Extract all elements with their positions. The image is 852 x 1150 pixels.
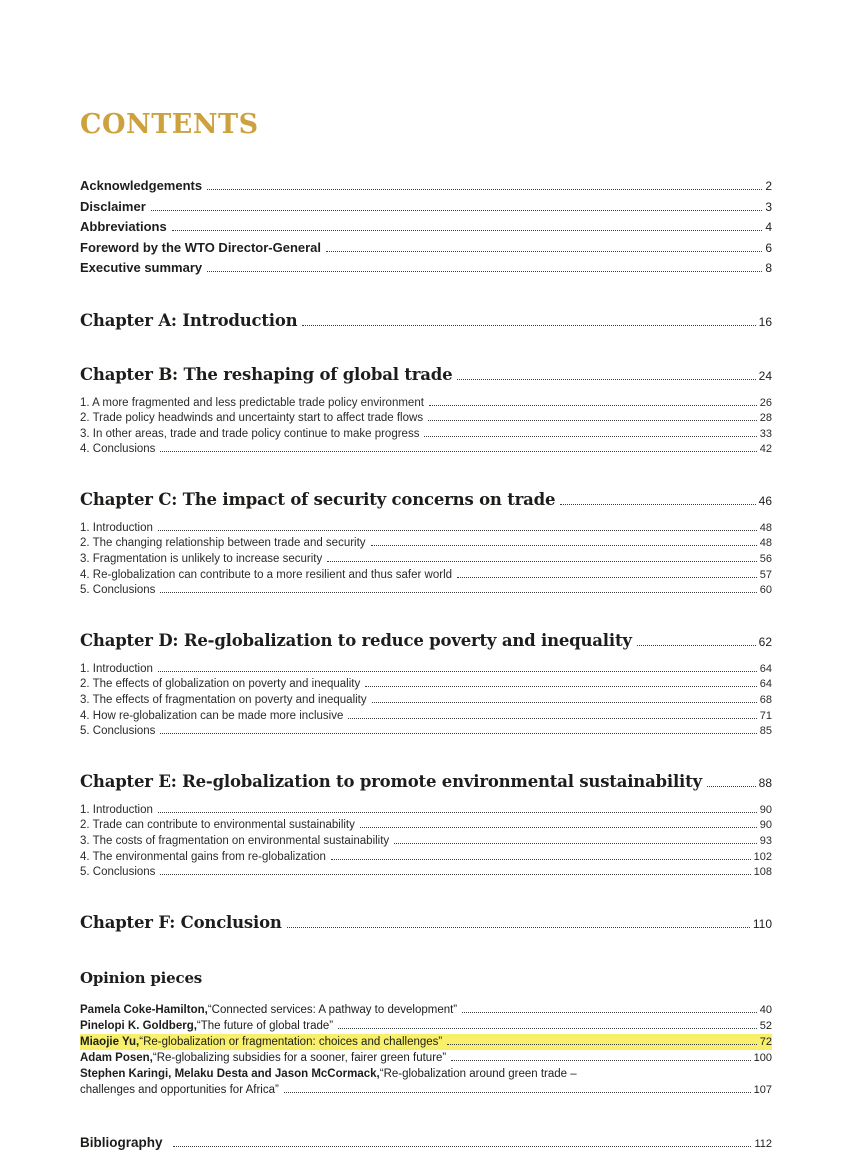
toc-label: Foreword by the WTO Director-General: [80, 239, 322, 255]
toc-label: Bibliography: [80, 1134, 163, 1150]
chapter-title: Chapter C: The impact of security concerns on trade: [80, 489, 556, 509]
leader-dots: [151, 210, 763, 211]
subsection-list: [80, 662, 772, 740]
chapter-block: [80, 771, 772, 881]
toc-label: 5. Conclusions: [80, 725, 156, 738]
chapter-block: [80, 364, 772, 458]
opinion-title: “Re-globalization around green trade –: [379, 1067, 577, 1080]
toc-entry-subsection[interactable]: [80, 724, 772, 740]
opinion-author: Miaojie Yu,: [80, 1035, 140, 1048]
leader-dots: [637, 645, 756, 646]
toc-label: 1. Introduction: [80, 662, 153, 675]
opinion-author: Stephen Karingi, Melaku Desta and Jason McCormack,: [80, 1067, 380, 1080]
page-number: 26: [759, 396, 772, 409]
opinion-author: Pinelopi K. Goldberg,: [80, 1019, 197, 1032]
toc-entry-front-matter[interactable]: [80, 176, 772, 197]
leader-dots: [327, 561, 757, 562]
toc-entry-subsection[interactable]: [80, 662, 772, 678]
leader-dots: [457, 379, 755, 380]
leader-dots: [365, 686, 757, 687]
toc-label: 4. The environmental gains from re-globalization: [80, 850, 326, 863]
opinion-title: “The future of global trade”: [196, 1019, 334, 1032]
chapter-block: [80, 310, 772, 333]
toc-label: 5. Conclusions: [80, 584, 156, 597]
toc-entry-bibliography[interactable]: [80, 1135, 772, 1150]
page-number: 110: [752, 916, 772, 931]
toc-label: 2. Trade policy headwinds and uncertainty start to affect trade flows: [80, 412, 424, 425]
opinion-title: “Re-globalizing subsidies for a sooner, fairer green future”: [152, 1051, 447, 1064]
page-number: 68: [759, 694, 772, 707]
leader-dots: [338, 1028, 757, 1029]
opinion-title: “Re-globalization or fragmentation: choices and challenges”: [139, 1035, 443, 1048]
toc-entry-opinion-piece[interactable]: [80, 1002, 772, 1018]
leader-dots: [451, 1060, 750, 1061]
leader-dots: [429, 405, 757, 406]
chapter-block: [80, 630, 772, 740]
opinion-pieces-section: [80, 969, 772, 1098]
leader-dots: [447, 1044, 757, 1045]
toc-entry-front-matter[interactable]: [80, 258, 772, 279]
toc-label: 4. How re-globalization can be made more inclusive: [80, 709, 344, 722]
leader-dots: [424, 436, 756, 437]
leader-dots: [428, 420, 757, 421]
leader-dots: [172, 230, 763, 231]
toc-label: 3. In other areas, trade and trade policy continue to make progress: [80, 427, 420, 440]
toc-entry-opinion-piece[interactable]: [80, 1034, 772, 1050]
subsection-list: [80, 396, 772, 458]
page-number: 108: [753, 866, 772, 879]
opinion-title-continued: challenges and opportunities for Africa”: [80, 1083, 279, 1096]
toc-label: 2. The effects of globalization on poverty and inequality: [80, 678, 361, 691]
page-number: 102: [753, 850, 772, 863]
leader-dots: [158, 812, 757, 813]
page-number: 3: [765, 199, 772, 214]
leader-dots: [207, 271, 762, 272]
toc-label: 4. Conclusions: [80, 443, 156, 456]
toc-entry-subsection[interactable]: [80, 583, 772, 599]
chapter-title: Chapter D: Re-globalization to reduce poverty and inequality: [80, 630, 632, 650]
toc-entry-opinion-piece-continued[interactable]: [80, 1082, 772, 1098]
toc-entry-subsection[interactable]: [80, 834, 772, 850]
chapters-section: [80, 310, 772, 935]
page-number: 64: [759, 678, 772, 691]
page-number: 90: [759, 819, 772, 832]
toc-entry-subsection[interactable]: [80, 396, 772, 412]
toc-entry-subsection[interactable]: [80, 818, 772, 834]
leader-dots: [302, 325, 755, 326]
page-number: 107: [753, 1083, 772, 1096]
page-number: 112: [754, 1137, 772, 1150]
page-number: 62: [758, 634, 772, 649]
front-matter-section: [80, 176, 772, 279]
page-number: 85: [759, 725, 772, 738]
toc-label: 1. Introduction: [80, 803, 153, 816]
leader-dots: [284, 1092, 751, 1093]
page-number: 71: [759, 709, 772, 722]
toc-entry-subsection[interactable]: [80, 865, 772, 881]
toc-entry-opinion-piece[interactable]: [80, 1050, 772, 1066]
leader-dots: [287, 927, 750, 928]
page-number: 33: [759, 427, 772, 440]
toc-label: 3. Fragmentation is unlikely to increase security: [80, 553, 323, 566]
chapter-block: [80, 489, 772, 599]
page-number: 4: [765, 220, 772, 234]
leader-dots: [207, 189, 762, 190]
toc-entry-front-matter[interactable]: [80, 238, 772, 259]
toc-label: Abbreviations: [80, 219, 167, 234]
toc-entry-subsection[interactable]: [80, 568, 772, 584]
leader-dots: [160, 874, 750, 875]
toc-entry-subsection[interactable]: [80, 850, 772, 866]
toc-entry-subsection[interactable]: [80, 552, 772, 568]
leader-dots: [360, 827, 757, 828]
toc-label: 1. A more fragmented and less predictable trade policy environment: [80, 396, 424, 409]
leader-dots: [160, 592, 756, 593]
page-number: 52: [759, 1019, 772, 1032]
opinion-title: “Connected services: A pathway to development”: [207, 1003, 458, 1016]
toc-label: Acknowledgements: [80, 178, 203, 193]
page-number: 90: [759, 803, 772, 816]
leader-dots: [331, 859, 751, 860]
page-number: 64: [759, 662, 772, 675]
page-number: 46: [758, 493, 772, 508]
page-number: 93: [759, 835, 772, 847]
opinion-author: Adam Posen,: [80, 1051, 153, 1064]
toc-label: Disclaimer: [80, 198, 146, 214]
leader-dots: [462, 1012, 757, 1013]
opinion-pieces-list: [80, 1002, 772, 1098]
page-number: 100: [753, 1051, 772, 1064]
toc-entry-subsection[interactable]: [80, 411, 772, 427]
chapter-block: [80, 912, 772, 935]
toc-entry-opinion-piece[interactable]: [80, 1066, 772, 1082]
page-number: 28: [759, 412, 772, 425]
page-number: 88: [758, 775, 772, 790]
toc-entry-opinion-piece[interactable]: [80, 1018, 772, 1034]
leader-dots: [560, 504, 755, 505]
page-number: 40: [759, 1003, 772, 1016]
toc-entry-subsection[interactable]: [80, 427, 772, 443]
page-number: 48: [759, 537, 772, 550]
leader-dots: [707, 786, 756, 787]
page-number: 8: [765, 261, 772, 275]
subsection-list: [80, 521, 772, 599]
toc-entry-front-matter[interactable]: [80, 197, 772, 218]
leader-dots: [158, 530, 757, 531]
toc-entry-subsection[interactable]: [80, 677, 772, 693]
leader-dots: [158, 671, 757, 672]
leader-dots: [394, 843, 757, 844]
leader-dots: [160, 733, 756, 734]
chapter-title: Chapter A: Introduction: [80, 310, 298, 330]
leader-dots: [348, 718, 756, 719]
toc-entry-subsection[interactable]: [80, 803, 772, 819]
toc-label: Executive summary: [80, 260, 203, 275]
page-number: 24: [758, 368, 772, 383]
toc-entry-subsection[interactable]: [80, 693, 772, 709]
toc-entry-subsection[interactable]: [80, 709, 772, 725]
toc-label: 1. Introduction: [80, 521, 153, 534]
page-number: 2: [765, 179, 772, 193]
leader-dots: [372, 702, 757, 703]
page-number: 56: [759, 553, 772, 566]
page-title: CONTENTS: [80, 109, 259, 140]
toc-label: 3. The costs of fragmentation on environmental sustainability: [80, 835, 390, 847]
page-number: 16: [758, 314, 772, 329]
toc-entry-front-matter[interactable]: [80, 217, 772, 238]
toc-entry-chapter[interactable]: [80, 364, 772, 387]
page-number: 60: [759, 584, 772, 597]
toc-entry-subsection[interactable]: [80, 442, 772, 458]
page-number: 48: [759, 521, 772, 534]
opinion-pieces-heading: Opinion pieces: [80, 968, 203, 987]
toc-entry-chapter[interactable]: [80, 310, 772, 333]
toc-label: 2. Trade can contribute to environmental sustainability: [80, 819, 355, 832]
leader-dots: [173, 1146, 752, 1147]
toc-label: 4. Re-globalization can contribute to a more resilient and thus safer world: [80, 568, 453, 581]
toc-entry-chapter[interactable]: [80, 771, 772, 794]
page-number: 6: [765, 240, 772, 255]
leader-dots: [371, 545, 757, 546]
page-number: 42: [759, 443, 772, 456]
page-number: 72: [759, 1035, 772, 1048]
chapter-title: Chapter B: The reshaping of global trade: [80, 364, 453, 384]
toc-entry-chapter[interactable]: [80, 630, 772, 653]
toc-entry-chapter[interactable]: [80, 912, 772, 935]
toc-label: 3. The effects of fragmentation on poverty and inequality: [80, 694, 367, 707]
toc-label: 5. Conclusions: [80, 866, 156, 879]
toc-entry-chapter[interactable]: [80, 489, 772, 512]
subsection-list: [80, 803, 772, 881]
leader-dots: [160, 451, 756, 452]
chapter-title: Chapter F: Conclusion: [80, 912, 282, 932]
page-number: 57: [759, 568, 772, 581]
leader-dots: [326, 251, 762, 252]
opinion-author: Pamela Coke-Hamilton,: [80, 1003, 208, 1016]
toc-label: 2. The changing relationship between trade and security: [80, 537, 366, 550]
leader-dots: [457, 577, 757, 578]
chapter-title: Chapter E: Re-globalization to promote environmental sustainability: [80, 771, 702, 791]
toc-entry-subsection[interactable]: [80, 536, 772, 552]
toc-entry-subsection[interactable]: [80, 521, 772, 537]
